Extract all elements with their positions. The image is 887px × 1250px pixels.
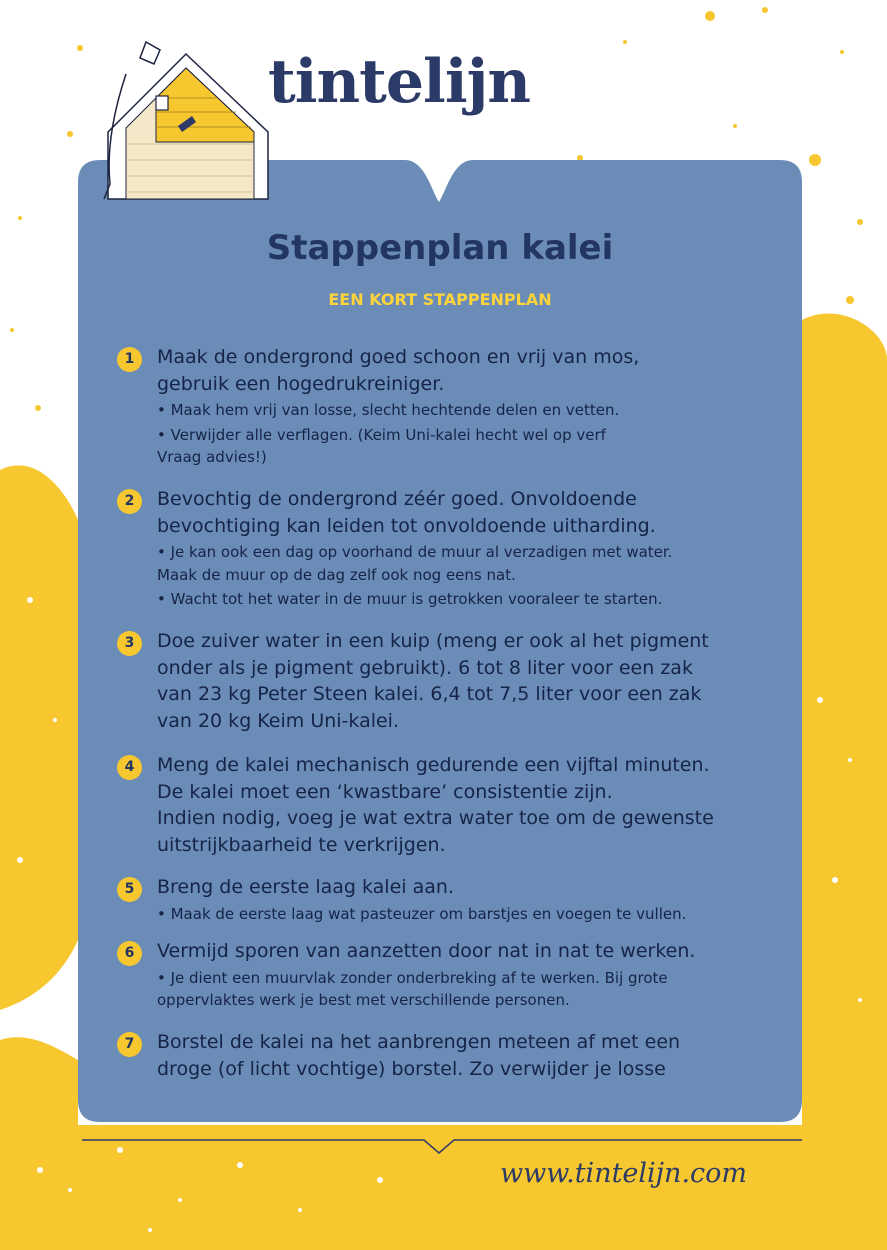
step-bullet: • Je dient een muurvlak zonder onderbreking af te werken. Bij grote oppervlaktes werk je best met verschillende personen.: [157, 968, 668, 1009]
step-text: Meng de kalei mechanisch gedurende een vijftal minuten. De kalei moet een ‘kwastbare’ consistentie zijn. Indien nodig, voeg je wat extra water toe om de gewenste uitstrijkbaarheid te verkrijgen.: [157, 754, 714, 856]
step-text: Doe zuiver water in een kuip (meng er ook al het pigment onder als je pigment gebruikt). 6 tot 8 liter voor een zak van 23 kg Peter Steen kalei. 6,4 tot 7,5 liter voor een zak van 20 kg Keim Uni-kalei.: [157, 630, 709, 732]
step-bullet: • Wacht tot het water in de muur is getrokken vooraleer te starten.: [157, 590, 663, 608]
step-number-badge: 2: [117, 489, 142, 514]
step-text: Vermijd sporen van aanzetten door nat in nat te werken.: [157, 940, 696, 962]
step-number-badge: 4: [117, 755, 142, 780]
steps-content: [78, 160, 802, 1122]
brand-logo: tintelijn: [268, 47, 530, 117]
step-bullet: • Maak de eerste laag wat pasteuzer om barstjes en voegen te vullen.: [157, 904, 687, 923]
step-bullet: • Verwijder alle verflagen. (Keim Uni-kalei hecht wel op verf Vraag advies!): [157, 425, 606, 466]
step-number-badge: 6: [117, 941, 142, 966]
step-text: Bevochtig de ondergrond zéér goed. Onvoldoende bevochtiging kan leiden tot onvoldoende uitharding.: [157, 488, 656, 537]
step-text: Maak de ondergrond goed schoon en vrij van mos, gebruik een hogedrukreiniger.: [157, 346, 640, 395]
footer-website-link[interactable]: www.tintelijn.com: [500, 1158, 748, 1189]
step-bullet: • Maak hem vrij van losse, slecht hechtende delen en vetten.: [157, 401, 620, 419]
step-number-badge: 1: [117, 347, 142, 372]
page-title: Stappenplan kalei: [266, 228, 614, 268]
step-number-badge: 3: [117, 631, 142, 656]
step-text: Breng de eerste laag kalei aan.: [157, 876, 454, 898]
step-number-badge: 7: [117, 1032, 142, 1057]
page-subtitle: EEN KORT STAPPENPLAN: [328, 290, 552, 309]
step-number-badge: 5: [117, 877, 142, 902]
step-text: Borstel de kalei na het aanbrengen meteen af met een droge (of licht vochtige) borstel. Zo verwijder je losse: [157, 1031, 681, 1080]
step-bullet: • Je kan ook een dag op voorhand de muur al verzadigen met water. Maak de muur op de dag zelf ook nog eens nat.: [157, 543, 673, 584]
